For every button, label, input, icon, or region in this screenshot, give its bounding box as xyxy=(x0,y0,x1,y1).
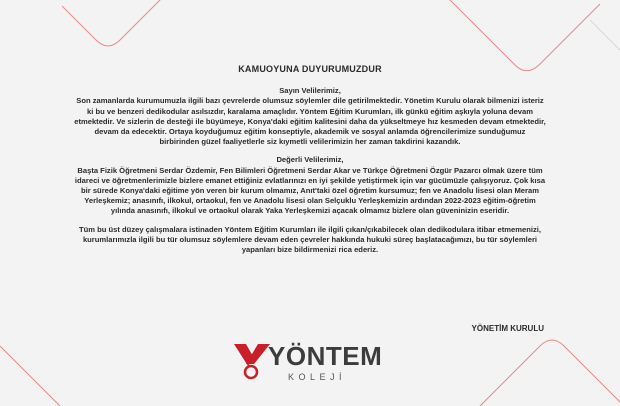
announcement xyxy=(74,64,546,263)
announcement-title: KAMUOYUNA DUYURUMUZDUR xyxy=(238,64,382,74)
paragraph-second: Başta Fizik Öğretmeni Serdar Özdemir, Fen Bilimleri Öğretmeni Serdar Akar ve Türkçe Öğretmeni Özgür Pazarcı olmak üzere tüm idareci ve öğretmenlerimizle bizlere emanet ettiğiniz evlatlarınızı en iyi şekilde yetiştirmek için var gücümüzle çalışıyoruz. Çok kısa bir sürede Konya'daki eğitime yön veren bir kurum olmamız, Anıt'taki özel öğretim kursumuz; fen ve Anadolu lisesi olan Meram Yerleşkemiz; anasınıfı, ilkokul, ortaokul, fen ve Anadolu lisesi olan Selçuklu Yerleşkemizin ardından 2022-2023 eğitim-öğretim yılında anasınıfı, ilkokul ve ortaokul olarak Yaka Yerleşkemizi açacak olmamız bizlere olan güveninizin eseridir. xyxy=(74,165,546,216)
brand-name: YÖNTEM xyxy=(268,341,383,371)
paragraph-first: Son zamanlarda kurumumuzla ilgili bazı çevrelerde olumsuz söylemler dile getirilmektedir. Yönetim Kurulu olarak bilmenizi isteriz ki bu ve benzeri dedikodular asılsızdır, karalama amaçlıdır. Yöntem Eğitim Kurumları, ilk günkü eğitim aşkıyla yoluna devam etmektedir. Ve sizlerin de desteği ile büyümeye, Konya'daki eğitim kalitesini daha da yükseltmeye hız kesmeden devam etmektedir, devam da edecektir. Ortaya koyduğumuz eğitim konseptiyle, akademik ve sosyal anlamda öğrencilerimize sunduğumuz birbirinden güzel faaliyetlerle siz kıymetli velilerimizin her zaman takdirini kazandık. xyxy=(74,96,546,147)
salutation-second: Değerli Velilerimiz, xyxy=(276,155,344,165)
salutation-first: Sayın Velilerimiz, xyxy=(279,86,341,96)
paragraph-third: Tüm bu üst düzey çalışmalara istinaden Yöntem Eğitim Kurumları ile ilgili çıkan/çıkabilecek olan dedikodulara itibar etmemenizi, kurumlarımızla ilgili bu tür olumsuz söylemlere devam eden çevreler hakkında hukuki süreç başlatacağımızı, bu tür söylemleri yapanları bize bildirmenizi rica ederiz. xyxy=(79,224,541,255)
signature: YÖNETİM KURULU xyxy=(471,324,544,333)
brand-subtitle: KOLEJİ xyxy=(288,372,347,382)
y-emblem-icon xyxy=(232,340,272,380)
school-logo xyxy=(232,340,392,396)
